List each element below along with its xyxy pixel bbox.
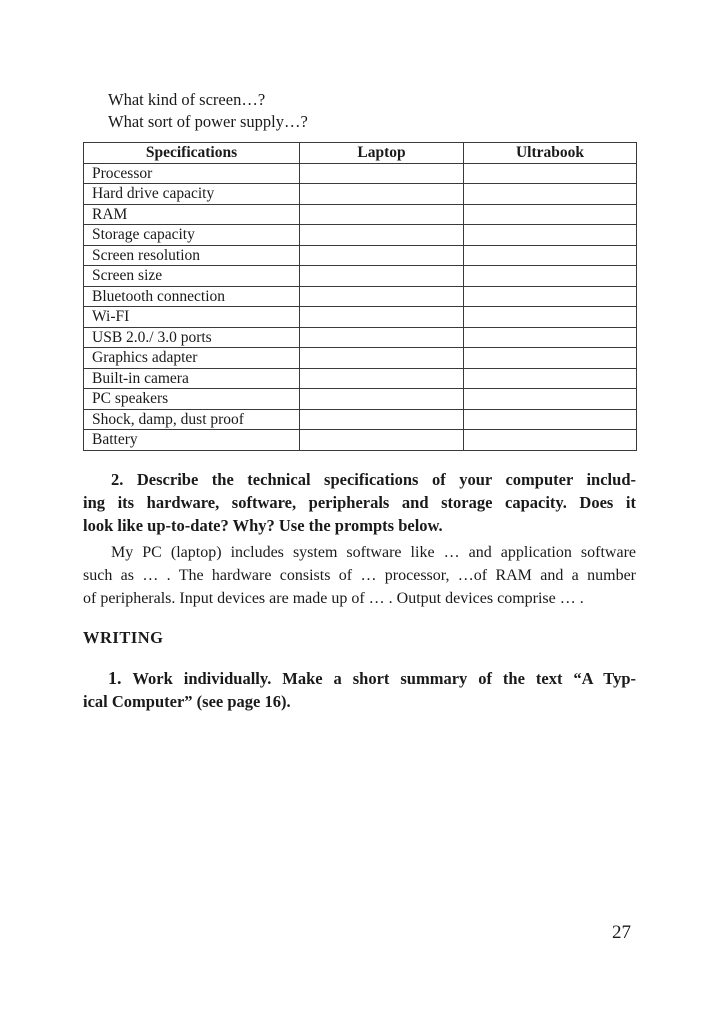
table-row	[84, 245, 637, 266]
table-row	[84, 430, 637, 451]
task-2-line-2: ing its hardware, software, peripherals and storage capacity. Does it	[83, 493, 636, 512]
table-row	[84, 389, 637, 410]
laptop-cell	[300, 225, 464, 246]
table-row	[84, 348, 637, 369]
spec-label: Storage capacity	[84, 225, 300, 246]
ultrabook-cell	[464, 163, 637, 184]
laptop-cell	[300, 409, 464, 430]
task-2-line-1: Describe the technical specifications of your computer includ-	[136, 470, 636, 489]
spec-label: Screen size	[84, 266, 300, 287]
spec-label: Bluetooth connection	[84, 286, 300, 307]
ultrabook-cell	[464, 430, 637, 451]
laptop-cell	[300, 245, 464, 266]
section-heading-writing: WRITING	[83, 628, 164, 647]
ultrabook-cell	[464, 327, 637, 348]
ultrabook-cell	[464, 204, 637, 225]
ultrabook-cell	[464, 286, 637, 307]
spec-label: Graphics adapter	[84, 348, 300, 369]
prompt-paragraph	[83, 541, 636, 610]
header-specifications: Specifications	[84, 143, 300, 164]
laptop-cell	[300, 389, 464, 410]
spec-label: RAM	[84, 204, 300, 225]
header-ultrabook: Ultrabook	[464, 143, 637, 164]
task-1	[83, 667, 636, 713]
spec-label: PC speakers	[84, 389, 300, 410]
laptop-cell	[300, 266, 464, 287]
ultrabook-cell	[464, 307, 637, 328]
spec-label: Shock, damp, dust proof	[84, 409, 300, 430]
table-row	[84, 286, 637, 307]
laptop-cell	[300, 286, 464, 307]
task-1-line-2: ical Computer” (see page 16).	[83, 692, 291, 711]
laptop-cell	[300, 204, 464, 225]
task-2	[83, 468, 636, 537]
specifications-table	[83, 142, 637, 451]
table-row	[84, 163, 637, 184]
spec-label: Hard drive capacity	[84, 184, 300, 205]
ultrabook-cell	[464, 368, 637, 389]
prompt-line-3: of peripherals. Input devices are made up of … . Output devices comprise … .	[83, 590, 584, 607]
task-2-number: 2.	[111, 470, 124, 489]
table-row	[84, 204, 637, 225]
table-row	[84, 184, 637, 205]
laptop-cell	[300, 184, 464, 205]
laptop-cell	[300, 430, 464, 451]
laptop-cell	[300, 163, 464, 184]
table-row	[84, 225, 637, 246]
page-number: 27	[612, 922, 631, 943]
question-power-supply: What sort of power supply…?	[108, 112, 308, 131]
laptop-cell	[300, 348, 464, 369]
prompt-line-2: such as … . The hardware consists of … processor, …of RAM and a number	[83, 567, 636, 584]
table-row	[84, 307, 637, 328]
table-header-row	[84, 143, 637, 164]
table-row	[84, 368, 637, 389]
spec-label: Built-in camera	[84, 368, 300, 389]
table-row	[84, 409, 637, 430]
ultrabook-cell	[464, 245, 637, 266]
ultrabook-cell	[464, 409, 637, 430]
ultrabook-cell	[464, 184, 637, 205]
prompt-line-1: My PC (laptop) includes system software like … and application software	[111, 544, 636, 561]
spec-label: Wi-FI	[84, 307, 300, 328]
laptop-cell	[300, 307, 464, 328]
task-1-line-1: Work individually. Make a short summary of the text “A Typ-	[132, 669, 636, 688]
laptop-cell	[300, 327, 464, 348]
task-2-line-3: look like up-to-date? Why? Use the prompts below.	[83, 516, 443, 535]
task-1-number: 1.	[108, 668, 122, 688]
question-screen: What kind of screen…?	[108, 90, 266, 109]
ultrabook-cell	[464, 266, 637, 287]
table-row	[84, 266, 637, 287]
ultrabook-cell	[464, 225, 637, 246]
spec-label: Processor	[84, 163, 300, 184]
header-laptop: Laptop	[300, 143, 464, 164]
spec-label: USB 2.0./ 3.0 ports	[84, 327, 300, 348]
ultrabook-cell	[464, 348, 637, 369]
laptop-cell	[300, 368, 464, 389]
ultrabook-cell	[464, 389, 637, 410]
spec-label: Battery	[84, 430, 300, 451]
table-row	[84, 327, 637, 348]
spec-label: Screen resolution	[84, 245, 300, 266]
